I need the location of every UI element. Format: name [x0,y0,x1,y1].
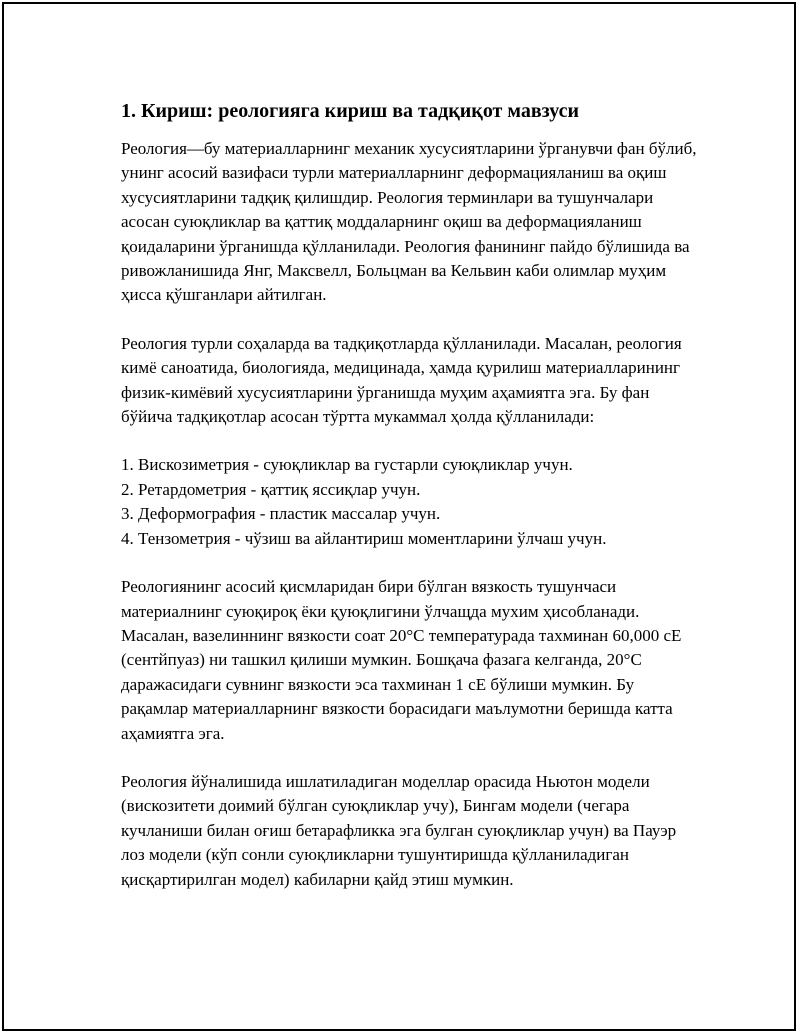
paragraph-viscosity: Реологиянинг асосий қисмларидан бири бўлган вязкость тушунчаси материалнинг суюқироқ ёки қуюқлигини ўлчащда мухим ҳисобланади. Масалан, вазелиннинг вязкости соат 20°С температурада тахминан 60,000 сЕ (сентйпуаз) ни ташкил қилиши мумкин. Бошқача фазага келганда, 20°С даражасидаги сувнинг вязкости эса тахминан 1 сЕ бўлиши мумкин. Бу рақамлар материалларнинг вязкости борасидаги маълумотни беришда катта аҳамиятга эга. [121,577,682,743]
document-body [121,97,701,892]
methods-list [121,453,701,551]
page-frame [2,2,796,1031]
section-title: 1. Кириш: реологияга кириш ва тадқиқот мавзуси [121,100,580,122]
paragraph-intro: Реология—бу материалларнинг механик хусусиятларини ўрганувчи фан бўлиб, унинг асосий вазифаси турли материалларнинг деформацияланиш ва оқиш хусусиятларини тадқиқ қилишдир. Реология терминлари ва тушунчалари асосан суюқликлар ва қаттиқ моддаларнинг оқиш ва деформацияланиш қоидаларини ўрганишда қўлланилади. Реология фанининг пайдо бўлишида ва ривожланишида Янг, Максвелл, Больцман ва Кельвин каби олимлар муҳим ҳисса қўшганлари айтилган. [121,139,697,305]
list-item: 4. Тензометрия - чўзиш ва айлантириш моментларини ўлчаш учун. [121,528,607,548]
paragraph-applications: Реология турли соҳаларда ва тадқиқотларда қўлланилади. Масалан, реология кимё саноатида, биологияда, медицинада, ҳамда қурилиш материалларининг физик-кимёвий хусусиятларини ўрганишда муҳим аҳамиятга эга. Бу фан бўйича тадқиқотлар асосан тўртта мукаммал ҳолда қўлланилади: [121,333,682,427]
list-item: 2. Ретардометрия - қаттиқ яссиқлар учун. [121,479,421,499]
list-item: 1. Вискозиметрия - суюқликлар ва густарли суюқликлар учун. [121,455,573,475]
list-item: 3. Деформография - пластик массалар учун. [121,504,441,524]
paragraph-models: Реология йўналишида ишлатиладиган моделлар орасида Ньютон модели (вискозитети доимий бўлган суюқликлар учу), Бингам модели (чегара кучланиши билан оғиш бетарафликка эга булган суюқликлар учун) ва Пауэр лоз модели (кўп сонли суюқликларни тушунтиришда қўлланиладиган қисқартирилган модел) кабиларни қайд этиш мумкин. [121,771,677,889]
